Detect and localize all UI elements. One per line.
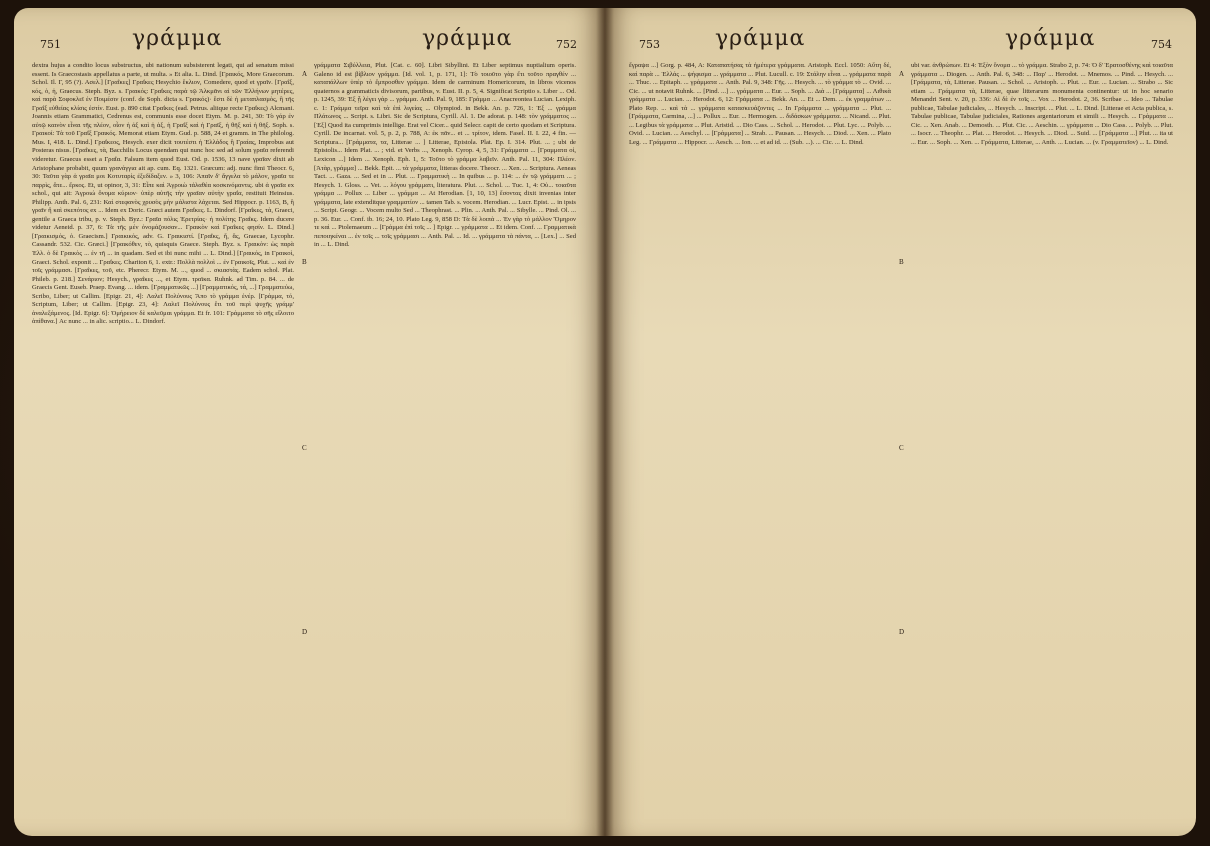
page-number: 753 [639,38,660,51]
headword: γράμμα [422,26,513,51]
section-marker: D [302,628,308,636]
left-running-head [14,20,605,60]
right-running-head [605,20,1196,60]
section-marker: D [899,628,905,636]
text-column [911,62,1173,818]
section-marker: C [899,444,904,452]
right-page [605,8,1196,836]
left-page [14,8,605,836]
column-text: dextra hujus a condito locus substructus, ubi nationum subsisterent legati, qui ad senatum missi essent. Is Graecostasis appellatus a parte, ut multa. » Et alia. L. Dind. [Γραικός, More Graecorum. Schol. Il. Γ, 95 (?). Ασελ.] [Γραΐκες] Γραΐκες Hesychio ἔκλιον, Comedere, quod et γραῖν. [Γραΐξ, κός, ὁ, ἡ, Graecus. Steph. Byz. s. Γραικός: Γραΐκες παρὰ τῷ Ἀλκμᾶνι αἱ τῶν Ἑλλήνων μητέρες, καὶ παρὰ Σοφοκλεῖ ἐν Ποιμέσιν (conf. de Soph. dicta s. Γραικός)· ἔστι δὲ ἡ μεταπλασμὸς, ἢ τῆς Γραΐξ εὐθείας κλίσις ἐστίν. Eust. p. 890 citat Γραΐκες (ead. Petrus. aliique recte Γραΐκες) Alcmani. Joannis etiam Grammatici, Cedrenus est, communis esse docet Etym. M. p. 241, 30: Τὸ γάρ ἐν αὐτῷ καινὸν εἶναι τῆς πλέον, οἷον ἡ ἀξ καὶ ἡ ἀξ, ἡ Γραΐξ καὶ ἡ Γραῖξ, ἡ θῆξ καὶ ἡ θῆξ. Soph. s. Γραικοί: Τὰ τοῦ Γραΐξ Γραικός. Memorat etiam Etym. Gud. p. 588, 24 et gramm. in The philolog. Mus. I, 418. L. Dind.] Γραΐκεος, Hesych. exer dicit τουτέστι ἡ Ἑλλάδος ἢ Γραίας, Improbus aut Posteras nisus. [Γραΐκες, τὰ, Bacchilis Locus quendam qui nunc hoc sed ad solum γραῖα referendi videretur. Graecus esset a Γραΐα. Falsum item quod Eust. Od. p. 1536, 13 nave γραῖαν dixit ab Aristophane probabit, quum γρανάγγια ait ap. cum. Εq. 1321. Græcum: adj. nunc fimi Theocr. 6, 30: Ταῦτα γὰρ ἀ γραῖα μοι Κοτυταρίς ἐξεδίδαξεν. » 3, 106: Ἀπαῖν δ' ἄγγελα τὸ μάλον, γραῖα τε παρρὶς, ἅτε... ἔρκος. Et, ut opinor, 3, 31: Εἶπε καὶ Ἀγροιὼ τἀλαθέα κοσκινόμαντις. ubi ἁ γραῖα ex schol., qui ait: Ἀγροιώ ὄνομα κύριον· ὑπὲρ αὐτῆς τὴν γραῖαν αὐτὴν γραΐα, restituit Heinsius. Philipp. Anth. Pal. 6, 231: Καὶ στεφανὸς χρυσὸς μὴν μάλιστα λάχεται. Sed Hippocr. p. 1163, B, ἢ γραῖν ἢ καὶ σκεπότος ex ... Idem ex Doric. Græci autem Γραΐκες. L. Dindorf. [Γραΐκες, τὰ, Graeci, gentile a Graeca tribu, p. v. Steph. Byz.: Γραῖα πόλις Ἐρετρίας· ἡ πολίτης Γραΐκς. Idem ducere videtur Aeneid. p. 37, 6: Τὰ τῆς μέν ὀνομάζουσαν... Γραικὸν καὶ Γραΐκες φησίν. L. Dind.] [Γραικισμός, ὁ. Graecism.] Γραικικός, adv. G. Γραικιστί. [Γραΐκς, ἤ, ἄς, Graecae, Lycophr. Cassandr. 532. Cic. Græci.] [Γραικόθεν, τὸ, quisquis Graece. Steph. Byz. s. Γραικὸν: ὡς παρὰ Ἑλλ. ὁ δὲ Γραικὸς ... ἐν τῆ ... in quadam. Sed et ibi nunc mihi ... L. Dind.] [Γραικός, in Γραικοὶ, Graeci. Schol. exponit ... Γραΐκες. Chariton 6, 1. extr.: Πολλὰ πολλοὶ ... ἐν Γραικοῖς, Plut. ... καὶ ἐν τοῖς γράμμασι. [Γραΐκες, τοῦ, etc. Pherecr. Etym. M. ..., quod ... σκιαστὰς. Eadem schol. Plat. Phileb. p. 218.] Σενάριον; Hesych., γραΐκες ..., et Etym. τραϊκα. Ruhnk. ad Tim. p. 84. ... de Graecis Gent. Euseb. Praep. Evang. ... idem. [Γραμματικῶς ...] [Γραμματικός, τά, ...] Γραμματεύω, Scribo, Liber; ut Callim. [Epigr. 21, 4]: Λαλεῖ Πολύνους Ἄπο τὸ γράμμα ἐνέρ. [Γράμμα, τό, Scriptum, Liber; ut Callim. [Epigr. 23, 4]: Λαλεῖ Πολύνους ἔτι τοῦ περὶ ψυχῆς γράμμ' ἀναλεξάμενος. [Id. Epigr. 6]: Ὁμήρειον δὲ καλεῦμαι γράμμα. Et fr. 101: Γράμματα τὸ σῆς εἴλοιτο ἀπίθανα.] Ac nunc ... in alic. scriptio... L. Dindorf. [32,62,294,326]
headword: γράμμα [715,26,806,51]
section-marker: C [302,444,307,452]
text-column [32,62,294,818]
column-text: γράμματα Σιβύλλεια, Plut. [Cat. c. 60]. Libri Sibyllini. Et Liber septimus nuptialium operis. Galeno id est βίβλιον γράμμα. [Id. vol. 1, p. 171, 1]: Τὸ τοιοῦτο γὰρ ἔτι τοῦτο πραγθέν ... καταπάλλων ὑπὲρ τὸ ἔμπροσθεν γράμμα. Idem de carminum Homericorum, in libros vicenos quaternos a grammaticis divisorum, partibus, v. Eust. II. p. 5, 4. Significat Scriptio s. Liber ... Od. p. 1245, 39: Ἐξ ᾗ λέγει γάρ ... γράμμα. Anth. Pal. 9, 185: Γράμμα ... Anacreontea Lucian. Lexiph. c. 1: Γράμμα τεῖρα καὶ τὰ ἐπὶ λιγείας ... Olympiod. in Bekk. An. p. 726, 1: Ἐξ ... γράμμα Πλάτωνος ... Script. s. Libri. Sic de Scriptura, Cyrill. Al. 1. De adorat. p. 148: τὸν γράμματος ... [Ἐξ] Quod ita cumprimis intellige. Erat vel Cicer... quid Selecr. capit de certo quodam et Scriptura. Cyrill. De incarnat. vol. 5, p. 2, p. 788, A: ἐκ πᾶν... et ... τρίτον, idem. Fasel. II. I. 22, 4 fin. — Scriptura... [Γράμματα, τα, Litterae ... ] Litterae, Epistola. Plat. Ep. I. 314. Plut. ... ; ubi de Epistolis... Idem Plat. ... ; vid. et Verbs ..., Xenoph. Cyrop. 4, 5, 31: Γράμματα ... [Γραμματα οἱ, Lexicon ...] Idem ... Xenoph. Eph. 1, 5: Τοῦτο τὸ γράμμα λαβεῖν. Anth. Pal. 11, 304: Πλέον. [Ἀτὰρ, γράμμα] ... Bekk. Epit. ... τὰ γράμματα, litteras docere. Theocr. ... Xen. ... Scriptura. Aeneas Tact. ... Gaza. ... Sed et in ... Plut. ... Γραμματικὴ ... In quibus ... p. 114: ... ἐν τῷ γράμματι ... ; Hesych. 1. Gloss. ... Vet. ... λόγου γράμματι, literatura. Plut. ... Schol. ... Tuc. 1, 4: Οὐ... τοιαῦτα γράμμα ... Pollux ... Liber ... γράμμα ... At Herodian. [1, 10, 13] ἔσοντας dixit invenias inter γράμματα, late extenditque γραμματίον ... tamen Tab. s. vocem. Herodian. ... Lucr. Epist. ... in ipsis ... Script. Geogr. ... Vocem multo Sed ... Theophrast. ... Plin. ... Anth. Pal. ... Sibylle. ... Pind. Ol. ... p. 36. Eur. ... Conf. ib. 16; 24, 10. Plato Leg. 9, 858 D: Τὰ δὲ λοιπὰ ... Ἐν γὰρ τὸ μάλλον Ὅμηρον τε καὶ ... Ptolemaeum ... [Γράμμα ἐπὶ τοῖς ... ] Epigr. ... γράμματα ... Et idem. Conf. ... Γραμματικὰ πεποιηκέναι ... ἐν τοῖς ... τοῖς γράμμασι ... Anth. Pal. ... Id. ... γράμματα τὰ πάντα, ... [Lex.] ... Sed in ... L. Dind. [314,62,576,249]
section-marker: A [899,70,905,78]
headword: γράμμα [1005,26,1096,51]
text-column [629,62,891,818]
page-number: 752 [556,38,577,51]
column-text: ἔγραψα ...] Gorg. p. 484, A: Καταπατήσας τὰ ἡμέτερα γράμματα. Aristoph. Eccl. 1050: Αὕτη δέ, καὶ παρὰ ... Ἑλλάς ... ψήφισμα ... γράμματα ... Plut. Lucull. c. 19: Στάλην εἶναι ... γράμματα παρὰ ... Thuc. ... Epitaph. ... γράμματα ... Anth. Pal. 9, 348: Γῆς. ... Hesych. ... τὸ γράμμα τὸ ... Ovid. ... Cic. ... ut notavit Ruhnk. ... [Pind. ...] ... γράμματα ... Eur. ... Soph. ... Διὰ ... [Γράμματα] ... Λιθικὰ γράμματα ... Lucian. ... Herodot. 6, 12: Γράμματα ... Bekk. An. ... Et ... Dem. ... ἐκ γραμμάτων ... Plato Rep. ... καὶ τὰ ... γράμματα κατασκευάζοντες ... In Γράμματα ... γράμματα ... Plut. ... [Γράμματα, Carmina, ...] ... Pollux ... Eur. ... Hermogen. ... διδάσκων γράμματα. ... Nicand. ... Plut. ... Legibus τὰ γράμματα ... Plut. Aristid. ... Dio Cass. ... Schol. ... Herodot. ... Plut. Lyc. ... Polyb. ... Ovid. ... Lucian. ... Aeschyl. ... [Γράμματα] ... Strab. ... Pausan. ... Hesych. ... Diod. ... Xen. ... Plato Leg. ... Γράμματα ... Hippocr. ... Aesch. ... Ion. ... et ad id. ... (Sub. ...). ... Cic. ... L. Dind. [629,62,891,146]
column-text: ubi var. ἀνθρώπων. Et 4: Ἐξὸν ὄνομα ... τὸ γράμμα. Strabo 2, p. 74: Ὁ δ' Ἐρατοσθένης καὶ τοιαῦτα γράμματα ... Diogen. ... Anth. Pal. 6, 348: ... Παρ' ... Herodot. ... Mnemos. ... Pind. ... Hesych. ... [Γράμματα, τὰ, Litterae. Pausan. ... Schol. ... Aristoph. ... Plut. ... Eur. ... Lucian. ... Strabo ... Sic etiam ... Γράμματα τὰ, Litterae, quae litterarum monumenta continentur: ut in hoc senario Menandri Sent. v. 20, p. 336: Αἱ δὲ ἐν τοῖς ... Vox ... Herodot. 2, 36. Scribae ... Ideo ... Tabulae publicae, Tabulae judiciales, ... Hesych. ... Inscript. ... Plut. ... L. Dind. [Litterae et Acta publica, s. Tabulae publicae, Tabulae judiciales, Rationes argentariorum et simili ... Hesych. ... Γράμματα ... Cic. ... Xen. Anab. ... Demosth. ... Plut. Cic. ... Aeschin. ... γράμματα ... Dio Cass. ... Polyb. ... Plut. ... Isocr. ... Theophr. ... Plat. ... Herodot. ... Hesych. ... Diod. ... Suid. ... [Γράμματα ...] Plut. ... ita ut ... Eur. ... Soph. ... Xen. ... Γράμματα, Litterae, ... Anth. ... Lucian. ... (v. Γραμματεῖον) ... L. Dind. [911,62,1173,146]
section-marker: B [302,258,307,266]
page-number: 751 [40,38,61,51]
page-number: 754 [1151,38,1172,51]
section-marker: A [302,70,308,78]
section-marker: B [899,258,904,266]
book-gutter [596,8,614,836]
headword: γράμμα [132,26,223,51]
text-column [314,62,576,818]
